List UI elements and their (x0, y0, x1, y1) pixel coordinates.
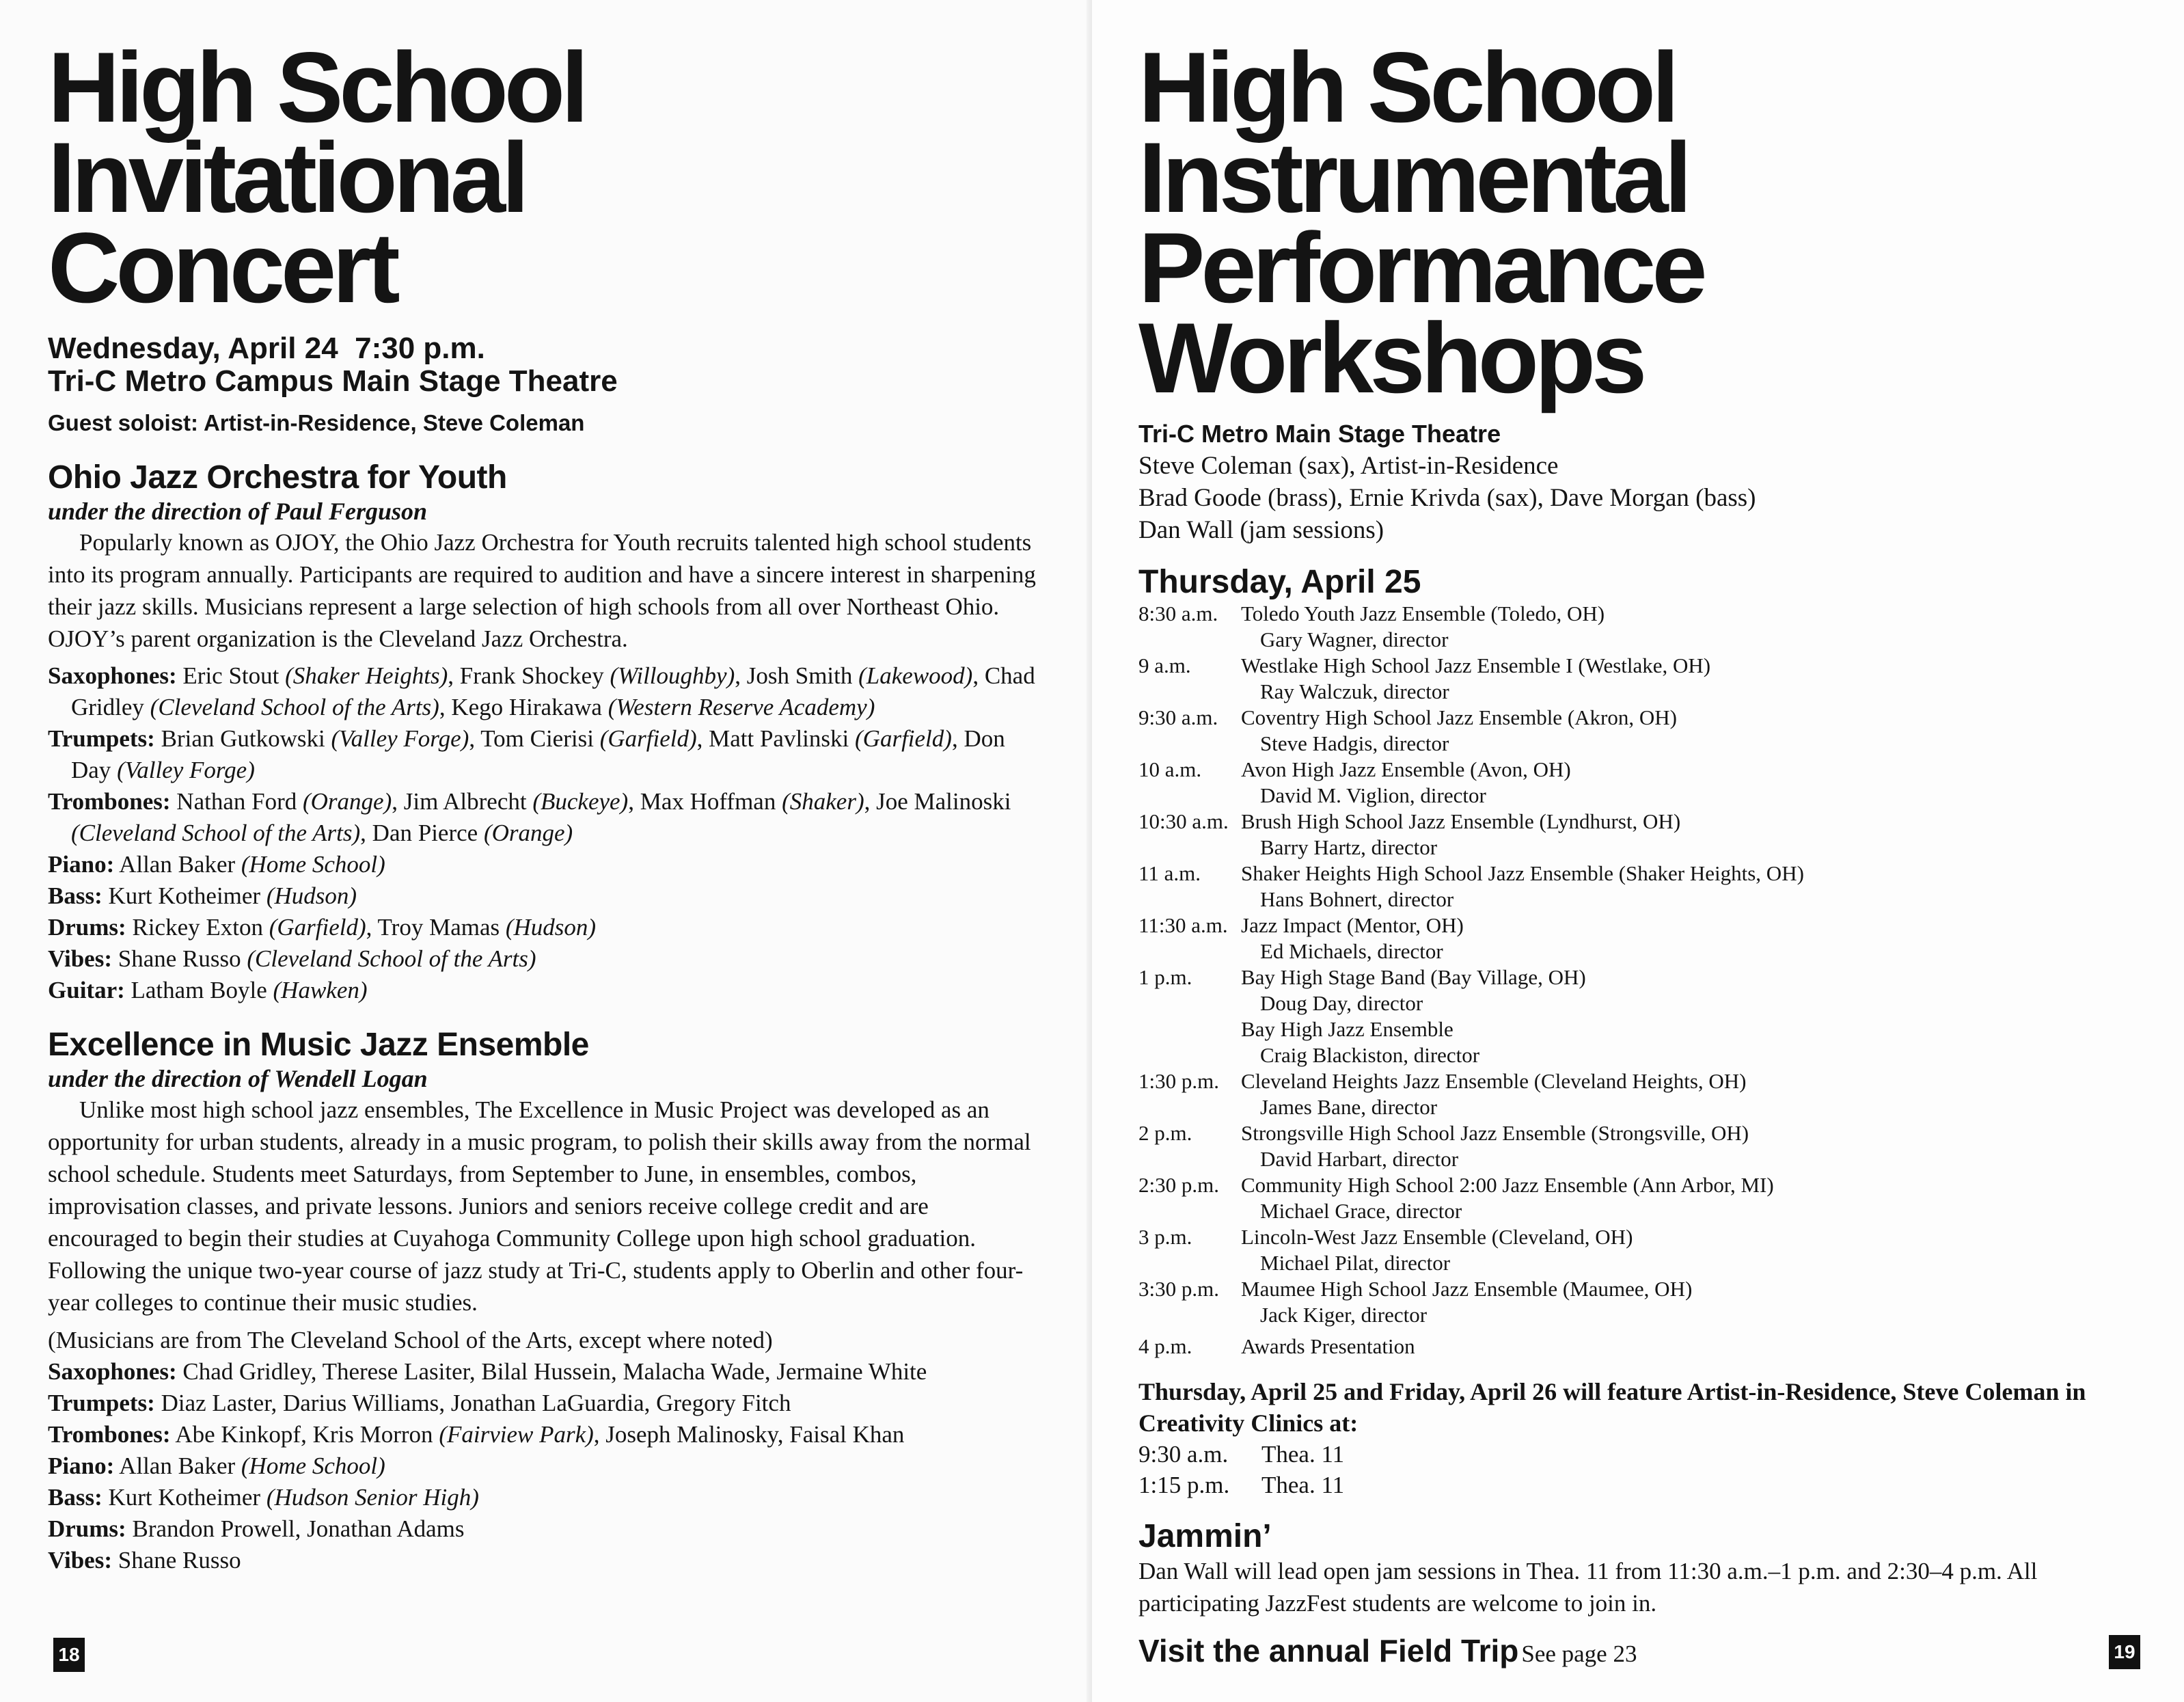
schedule-time: 8:30 a.m. (1138, 602, 1218, 625)
instrument-label: Trumpets: (48, 725, 155, 752)
schedule-time: 3 p.m. (1138, 1225, 1192, 1249)
schedule-time: 4 p.m. (1138, 1334, 1192, 1358)
ensemble-director: Hans Bohnert, director (1260, 887, 1454, 911)
workshops-venue: Tri-C Metro Main Stage Theatre (1138, 420, 1501, 448)
schedule-time: 10 a.m. (1138, 757, 1202, 781)
ensemble-director: Gary Wagner, director (1260, 627, 1449, 651)
eim-description: Unlike most high school jazz ensembles, The Excellence in Music Project was developed as an opportunity for urban students, already in a music program, to polish their skills away from the normal school schedule. Students meet Saturdays, from September to June, in ensembles, combos, improvisation classes, and private lessons. Juniors and seniors receive college credit and are encouraged to begin their studies at Cuyahoga Community College upon high school graduation. Following the unique two-year course of jazz study at Tri-C, students apply to Oberlin and other four-year colleges to continue their music studies. (48, 1096, 1031, 1316)
concert-title (48, 31, 1039, 323)
instrument-label: Bass: (48, 1484, 103, 1511)
musician-school: (Cleveland School of the Arts) (71, 820, 361, 846)
workshops-title-line-4: Workshops (1138, 302, 1643, 414)
page-number-right: 19 (2109, 1635, 2140, 1669)
schedule-time: 3:30 p.m. (1138, 1277, 1219, 1301)
concert-date: Wednesday, April 24 7:30 p.m. (48, 332, 485, 365)
instrument-label: Saxophones: (48, 662, 177, 689)
staff-line-1: Steve Coleman (sax), Artist-in-Residence (1138, 452, 1559, 480)
schedule-entry (1241, 1224, 2143, 1276)
musician-name: Max Hoffman (640, 788, 776, 815)
roster-line (48, 1545, 1039, 1576)
roster-line: Saxophones: Chad Gridley, Therese Lasiter, Bilal Hussein, Malacha Wade, Jermaine White (48, 1358, 927, 1385)
musician-name: Jim Albrecht (403, 788, 527, 815)
musician-name: Dan Pierce (372, 820, 478, 846)
ensemble-director: Barry Hartz, director (1260, 835, 1438, 859)
musician-name: Frank Shockey (459, 662, 604, 689)
ensemble-director: Doug Day, director (1260, 991, 1423, 1015)
musician-name: Chad Gridley (71, 662, 1035, 720)
clinic-time: 9:30 a.m. (1138, 1441, 1229, 1468)
ensemble-name: Coventry High School Jazz Ensemble (Akron, OH) (1241, 705, 1677, 729)
eim-heading: Excellence in Music Jazz Ensemble (48, 1027, 589, 1063)
clinic-row (1138, 1470, 2143, 1500)
schedule-entry (1241, 653, 2143, 705)
ensemble-director: Jack Kiger, director (1260, 1303, 1428, 1327)
schedule-time: 1:30 p.m. (1138, 1069, 1219, 1093)
instrument-label: Vibes: (48, 1547, 112, 1573)
ensemble-name: Strongsville High School Jazz Ensemble (Strongsville, OH) (1241, 1121, 1749, 1145)
schedule-row (1138, 1276, 2143, 1328)
musician-name: Darius Williams (282, 1390, 439, 1416)
musician-name: Malacha Wade (623, 1358, 765, 1385)
eim-note: (Musicians are from The Cleveland School of the Arts, except where noted) (48, 1327, 773, 1353)
roster-line: Trombones: Abe Kinkopf, Kris Morron (Fairview Park), Joseph Malinosky, Faisal Khan (48, 1421, 905, 1448)
roster-line (48, 975, 1039, 1006)
schedule-day-heading: Thursday, April 25 (1138, 564, 1421, 600)
musician-school: (Garfield) (855, 725, 952, 752)
musician-name: Rickey Exton (132, 914, 263, 941)
schedule-row (1138, 809, 2143, 861)
schedule-row (1138, 913, 2143, 964)
ensemble-name: Community High School 2:00 Jazz Ensemble (Ann Arbor, MI) (1241, 1173, 1774, 1197)
musician-name: Brandon Prowell (132, 1515, 295, 1542)
musician-school: (Home School) (241, 851, 385, 878)
schedule-time: 11:30 a.m. (1138, 913, 1228, 937)
workshops-title-line-2: Instrumental (1138, 122, 1689, 233)
musician-name: Latham Boyle (131, 977, 267, 1003)
schedule-row (1138, 861, 2143, 913)
schedule-entry (1241, 861, 2143, 913)
ensemble-director: Ray Walczuk, director (1260, 679, 1449, 703)
musician-school: (Valley Forge) (117, 757, 255, 783)
instrument-label: Piano: (48, 851, 115, 878)
instrument-label: Saxophones: (48, 1358, 177, 1385)
musician-name: Allan Baker (119, 1453, 236, 1479)
instrument-label: Trumpets: (48, 1390, 155, 1416)
musician-name: Kurt Kotheimer (108, 1484, 261, 1511)
schedule-entry (1241, 601, 2143, 653)
instrument-label: Vibes: (48, 945, 112, 972)
ensemble-name: Bay High Jazz Ensemble (1241, 1017, 1453, 1041)
instrument-label: Trombones: (48, 788, 171, 815)
roster-line (48, 880, 1039, 912)
musician-school: (Hudson) (505, 914, 597, 941)
clinic-row (1138, 1439, 2143, 1470)
musician-school: (Garfield) (269, 914, 366, 941)
ensemble-name: Avon High Jazz Ensemble (Avon, OH) (1241, 757, 1571, 781)
musician-name: Gregory Fitch (656, 1390, 791, 1416)
schedule-entry (1241, 964, 2143, 1016)
musician-school: (Cleveland School of the Arts) (247, 945, 536, 972)
ensemble-name: Shaker Heights High School Jazz Ensemble (Shaker Heights, OH) (1241, 861, 1804, 885)
musician-school: (Western Reserve Academy) (608, 694, 875, 720)
field-trip-note (1138, 1632, 1637, 1669)
musician-school: (Home School) (241, 1453, 385, 1479)
musician-name: Don Day (71, 725, 1005, 783)
ensemble-director: Steve Hadgis, director (1260, 731, 1449, 755)
instrument-label: Trombones: (48, 1421, 171, 1448)
musician-school: (Hudson) (266, 882, 357, 909)
musician-name: Kris Morron (312, 1421, 433, 1448)
workshops-title-line-1: High School (1138, 31, 1676, 143)
schedule-time: 1 p.m. (1138, 965, 1192, 989)
ensemble-name: Maumee High School Jazz Ensemble (Maumee, OH) (1241, 1277, 1693, 1301)
schedule-row (1138, 1120, 2143, 1172)
roster-line: Drums: Rickey Exton (Garfield), Troy Mamas (Hudson) (48, 914, 597, 941)
schedule-list (1138, 601, 2143, 1360)
musician-name: Eric Stout (182, 662, 279, 689)
ensemble-name: Westlake High School Jazz Ensemble I (Westlake, OH) (1241, 653, 1711, 677)
concert-title-line-2: Concert (48, 212, 396, 323)
musician-name: Diaz Laster (161, 1390, 271, 1416)
schedule-entry (1241, 809, 2143, 861)
musician-name: Jonathan Adams (307, 1515, 465, 1542)
musician-school: (Orange) (303, 788, 392, 815)
ensemble-director: David Harbart, director (1260, 1147, 1459, 1171)
schedule-time: 10:30 a.m. (1138, 809, 1229, 833)
schedule-time: 2 p.m. (1138, 1121, 1192, 1145)
concert-venue: Tri-C Metro Campus Main Stage Theatre (48, 364, 618, 398)
page-number-left: 18 (53, 1638, 85, 1672)
schedule-row (1138, 1172, 2143, 1224)
musician-school: (Hudson Senior High) (266, 1484, 479, 1511)
roster-line: Trumpets: Diaz Laster, Darius Williams, Jonathan LaGuardia, Gregory Fitch (48, 1390, 791, 1416)
schedule-time: 9 a.m. (1138, 653, 1191, 677)
eim-director: under the direction of Wendell Logan (48, 1065, 428, 1092)
workshops-title-line-3: Performance (1138, 212, 1704, 323)
instrument-label: Bass: (48, 882, 103, 909)
staff-line-2: Brad Goode (brass), Ernie Krivda (sax), Dave Morgan (bass) (1138, 484, 1756, 512)
instrument-label: Drums: (48, 914, 126, 941)
ojoy-heading: Ohio Jazz Orchestra for Youth (48, 459, 507, 496)
schedule-row (1138, 653, 2143, 705)
jammin-heading: Jammin’ (1138, 1518, 1272, 1554)
ensemble-director: Michael Grace, director (1260, 1199, 1462, 1223)
ojoy-roster (48, 660, 1039, 1006)
schedule-row (1138, 705, 2143, 757)
ensemble-director: Michael Pilat, director (1260, 1251, 1451, 1275)
musician-school: (Valley Forge) (331, 725, 469, 752)
clinic-time: 1:15 p.m. (1138, 1472, 1230, 1498)
roster-line (48, 1482, 1039, 1513)
musician-school: (Cleveland School of the Arts) (150, 694, 439, 720)
jammin-text: Dan Wall will lead open jam sessions in Thea. 11 from 11:30 a.m.–1 p.m. and 2:30–4 p.m. All participating JazzFest students are welcome to join in. (1138, 1558, 2038, 1617)
schedule-entry (1241, 1334, 2143, 1360)
musician-name: Bilal Hussein (481, 1358, 611, 1385)
musician-name: Joe Malinoski (876, 788, 1011, 815)
clinic-room: Thea. 11 (1261, 1441, 1345, 1468)
musician-name: Jermaine White (776, 1358, 927, 1385)
musician-school: (Shaker Heights) (285, 662, 448, 689)
schedule-time (1138, 1016, 1241, 1068)
ensemble-name: Jazz Impact (Mentor, OH) (1241, 913, 1464, 937)
musician-school: (Buckeye) (532, 788, 629, 815)
musician-school: (Orange) (483, 820, 573, 846)
schedule-time: 9:30 a.m. (1138, 705, 1218, 729)
ensemble-name: Toledo Youth Jazz Ensemble (Toledo, OH) (1241, 602, 1605, 625)
staff-line-3: Dan Wall (jam sessions) (1138, 516, 1384, 544)
musician-name: Abe Kinkopf (175, 1421, 301, 1448)
roster-line: Saxophones: Eric Stout (Shaker Heights), Frank Shockey (Willoughby), Josh Smith (Lakewood), Chad Gridley (Cleveland School of the Arts), Kego Hirakawa (Western Reserve Academy) (48, 662, 1035, 720)
field-trip-label: Visit the annual Field Trip (1138, 1633, 1519, 1669)
schedule-row (1138, 1016, 2143, 1068)
schedule-entry (1241, 757, 2143, 809)
musician-school: (Fairview Park) (439, 1421, 594, 1448)
roster-line: Drums: Brandon Prowell, Jonathan Adams (48, 1515, 465, 1542)
ojoy-description: Popularly known as OJOY, the Ohio Jazz Orchestra for Youth recruits talented high school students into its program annually. Participants are required to audition and have a sincere interest in sharpening their jazz skills. Musicians represent a large selection of high schools from all over Northeast Ohio. OJOY’s parent organization is the Cleveland Jazz Orchestra. (48, 529, 1036, 652)
musician-name: Tom Cierisi (480, 725, 594, 752)
musician-name: Jonathan LaGuardia (450, 1390, 644, 1416)
schedule-time: 11 a.m. (1138, 861, 1201, 885)
roster-line: Trombones: Nathan Ford (Orange), Jim Albrecht (Buckeye), Max Hoffman (Shaker), Joe Malinoski (Cleveland School of the Arts), Dan Pierce (Orange) (48, 788, 1011, 846)
roster-line (48, 849, 1039, 880)
ojoy-director: under the direction of Paul Ferguson (48, 498, 428, 525)
schedule-entry (1241, 913, 2143, 964)
clinic-room: Thea. 11 (1261, 1472, 1345, 1498)
schedule-entry (1241, 1120, 2143, 1172)
schedule-entry (1241, 1016, 2143, 1068)
musician-school: (Garfield) (599, 725, 697, 752)
guest-soloist: Guest soloist: Artist-in-Residence, Steve Coleman (48, 410, 585, 435)
musician-name: Therese Lasiter (322, 1358, 469, 1385)
schedule-entry (1241, 1068, 2143, 1120)
musician-school: (Willoughby) (610, 662, 735, 689)
clinics-heading: Thursday, April 25 and Friday, April 26 will feature Artist-in-Residence, Steve Coleman in Creativity Clinics at: (1138, 1378, 2086, 1437)
schedule-row (1138, 1224, 2143, 1276)
schedule-entry (1241, 1276, 2143, 1328)
schedule-row (1138, 601, 2143, 653)
schedule-entry (1241, 1172, 2143, 1224)
schedule-row (1138, 1334, 2143, 1360)
roster-line (48, 943, 1039, 975)
schedule-row (1138, 1068, 2143, 1120)
musician-name: Allan Baker (119, 851, 236, 878)
eim-roster (48, 1356, 1039, 1576)
musician-name: Shane Russo (118, 945, 241, 972)
musician-name: Matt Pavlinski (709, 725, 849, 752)
schedule-time: 2:30 p.m. (1138, 1173, 1219, 1197)
musician-name: Chad Gridley (182, 1358, 311, 1385)
musician-name: Faisal Khan (789, 1421, 905, 1448)
schedule-row (1138, 964, 2143, 1016)
instrument-label: Guitar: (48, 977, 125, 1003)
musician-name: Troy Mamas (377, 914, 500, 941)
musician-name: Brian Gutkowski (161, 725, 325, 752)
roster-line: Trumpets: Brian Gutkowski (Valley Forge), Tom Cierisi (Garfield), Matt Pavlinski (Garfield), Don Day (Valley Forge) (48, 725, 1005, 783)
musician-school: (Shaker) (782, 788, 864, 815)
ensemble-name: Cleveland Heights Jazz Ensemble (Cleveland Heights, OH) (1241, 1069, 1747, 1093)
musician-school: (Lakewood) (858, 662, 973, 689)
roster-line (48, 1450, 1039, 1482)
instrument-label: Drums: (48, 1515, 126, 1542)
field-trip-see-page: See page 23 (1521, 1640, 1637, 1667)
musician-name: Nathan Ford (176, 788, 297, 815)
ensemble-name: Awards Presentation (1241, 1334, 1415, 1358)
schedule-entry (1241, 705, 2143, 757)
workshops-title (1138, 31, 2143, 414)
musician-name: Josh Smith (746, 662, 853, 689)
ensemble-director: Craig Blackiston, director (1260, 1043, 1480, 1067)
ensemble-director: James Bane, director (1260, 1095, 1438, 1119)
musician-name: Shane Russo (118, 1547, 241, 1573)
ensemble-name: Lincoln-West Jazz Ensemble (Cleveland, OH) (1241, 1225, 1633, 1249)
musician-name: Kurt Kotheimer (108, 882, 261, 909)
schedule-row (1138, 757, 2143, 809)
concert-title-line-1: High School Invitational (48, 31, 585, 233)
musician-school: (Hawken) (273, 977, 368, 1003)
ensemble-name: Bay High Stage Band (Bay Village, OH) (1241, 965, 1586, 989)
musician-name: Joseph Malinosky (605, 1421, 778, 1448)
musician-name: Kego Hirakawa (451, 694, 602, 720)
right-page (1092, 0, 2184, 1702)
ensemble-name: Brush High School Jazz Ensemble (Lyndhurst, OH) (1241, 809, 1681, 833)
instrument-label: Piano: (48, 1453, 115, 1479)
ensemble-director: David M. Viglion, director (1260, 783, 1486, 807)
ensemble-director: Ed Michaels, director (1260, 939, 1443, 963)
